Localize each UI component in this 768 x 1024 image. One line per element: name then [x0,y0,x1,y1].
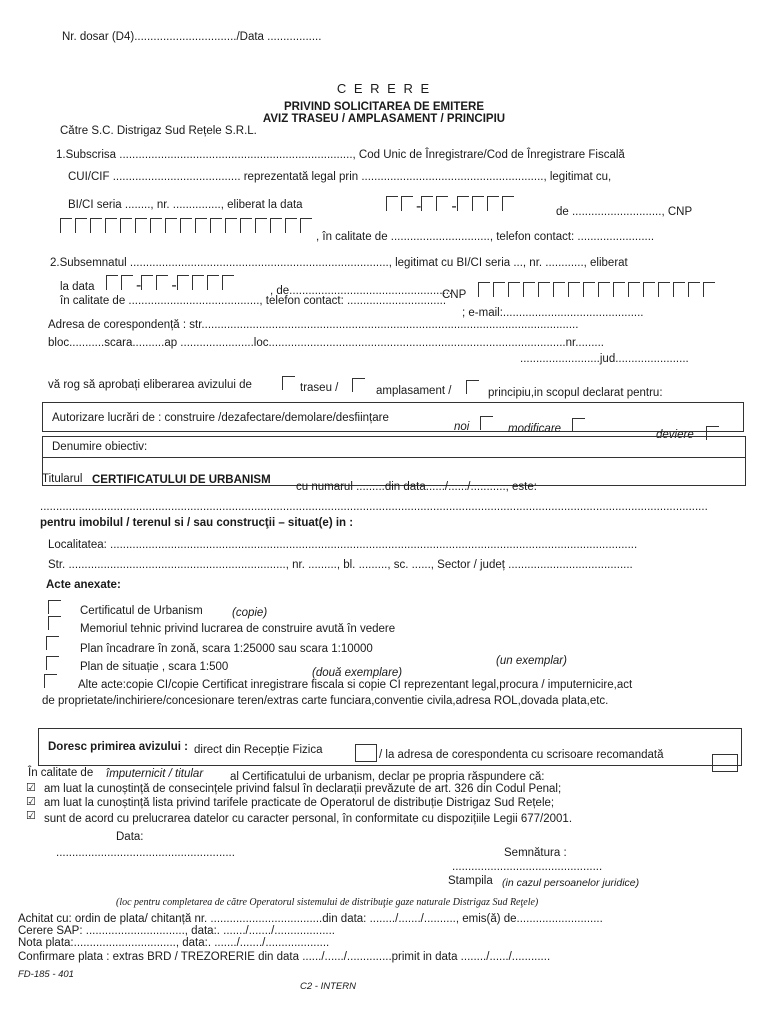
traseu-checkbox[interactable] [282,376,295,390]
modificare-label: modificare [508,423,562,435]
decl-1: am luat la cunoștință de consecințele privind falsul în declarații prevăzute de art. 326 din Codul Penal; [44,783,562,795]
anexa-plan-situatie-checkbox[interactable] [46,656,59,670]
s2-date-boxes[interactable]: - - [106,275,237,293]
principiu-label: principiu,in scopul declarat pentru: [488,387,663,399]
anexa-cu-checkbox[interactable] [48,600,61,614]
localitatea: Localitatea: ..................................................................................................................................................................... [48,539,638,551]
decl-intro-c: al Certificatului de urbanism, declar pe propria răspundere că: [230,771,545,783]
titular-label: Titularul [42,473,83,485]
operator-note: (loc pentru completarea de către Operatorul sistemului de distribuţie gaze naturale Distrigaz Sud Reţele) [116,897,539,908]
s2-jud: .........................jud....................... [520,353,689,365]
decl-3: sunt de acord cu prelucrarea datelor cu caracter personal, în conformitate cu dispozițiile Legii 677/2001. [44,813,573,825]
anexa-cu: Certificatul de Urbanism [80,605,203,617]
achitat-line: Achitat cu: ordin de plata/ chitanță nr. ...................................din data: ......../......./.........., emis(ă) de........................... [18,913,603,925]
s2-bloc: bloc...........scara..........ap .......................loc.............................................................................................nr......... [48,337,604,349]
cu-label: CERTIFICATULUI DE URBANISM [92,474,271,486]
doresc-label: Doresc primirea avizului : [48,741,188,753]
anexa-alte-line1: Alte acte:copie CI/copie Certificat inregistrare fiscala si copie CI reprezentant legal,procura / imputernicire,act [78,679,633,691]
addressee: Către S.C. Distrigaz Sud Rețele S.R.L. [60,125,257,137]
form-subtitle-2: AVIZ TRASEU / AMPLASAMENT / PRINCIPIU [262,113,506,125]
posta-checkbox[interactable] [712,754,738,772]
anexa-alte-checkbox[interactable] [44,674,57,688]
s2-cnp-boxes[interactable] [478,282,718,300]
s2-address: Adresa de corespondență : str...................................................................................................................... [48,319,579,331]
s1-cnp-boxes[interactable] [60,218,315,236]
semnatura-dots[interactable]: ............................................... [452,861,603,873]
data-dots[interactable]: ........................................................ [56,847,235,859]
strada: Str. ...................................................................., nr. ........., bl. ........., sc. ......, Sector / județ ....................................... [48,559,633,571]
acte-anexate-label: Acte anexate: [46,579,121,591]
decl-check-2-icon[interactable]: ☑ [26,796,36,808]
principiu-checkbox[interactable] [466,380,479,394]
semnatura-label: Semnătura : [504,847,567,859]
cerere-sap-line: Cerere SAP: ..............................., data:. ......./......./................... [18,925,335,937]
amplasament-label: amplasament / [376,385,452,397]
noi-checkbox[interactable] [480,416,493,430]
anexa-plan-situatie: Plan de situație , scara 1:500 [80,661,229,673]
doresc-opt-receptie: direct din Recepție Fizica [194,744,323,756]
imobil-label: pentru imobilul / terenul si / sau construcţii – situat(e) in : [40,517,354,529]
form-subtitle-1: PRIVIND SOLICITAREA DE EMITERE [284,101,484,113]
anexa-alte-line2: de proprietate/inchiriere/concesionare teren/extras carte funciara,conventie civila,adresa ROL,dovada plata,etc. [42,695,609,707]
stampila-note: (in cazul persoanelor juridice) [502,877,640,889]
anexa-memoriu: Memoriul tehnic privind lucrarea de construire avută în vedere [80,623,396,635]
decl-check-3-icon[interactable]: ☑ [26,810,36,822]
anexa-plan-incadrare: Plan încadrare în zonă, scara 1:25000 sau scara 1:10000 [80,643,373,655]
s1-line1: 1.Subscrisa ........................................................................., Cod Unic de Înregistrare/Cod de Înregistrare Fiscală [56,149,625,161]
s1-line2: CUI/CIF ........................................ reprezentată legal prin ........................................................., legitimat cu, [68,171,612,183]
anexa-plan-incadrare-note: (un exemplar) [496,655,567,667]
anexa-plan-incadrare-checkbox[interactable] [46,636,59,650]
noi-label: noi [454,421,470,433]
s1-line3b: de ............................, CNP [556,206,693,218]
traseu-label: traseu / [300,382,339,394]
s2-line1: 2.Subsemnatul ................................................................................., legitimat cu BI/CI seria ..., nr. ............, eliberat [50,257,628,269]
s1-line4: , în calitate de ..............................., telefon contact: ........................ [316,231,655,243]
s2-line2b: , de................................................... [270,285,453,297]
s2-line3b: ; e-mail:............................................ [462,307,644,319]
decl-intro-b: împuternicit / titular [106,768,204,780]
s1-line3a: BI/CI seria ........, nr. ..............., eliberat la data [68,199,303,211]
s2-date-label: la data [60,281,95,293]
denumire-header [42,436,746,458]
anexa-plan-situatie-note: (două exemplare) [312,667,403,679]
nota-plata-line: Nota plata:................................, data:. ......./......./.................... [18,937,330,949]
form-title: C E R E R E [336,81,432,96]
stampila-label: Stampila [448,875,493,887]
s1-date-boxes[interactable]: - - [386,196,517,214]
confirmare-plata-line: Confirmare plata : extras BRD / TREZORERIE din data ....../....../..............primit in data ......../....../............ [18,951,551,963]
s2-cnp-label: CNP [442,289,467,301]
form-code: FD-185 - 401 [18,969,74,980]
doresc-opt-posta: / la adresa de corespondenta cu scrisoare recomandată [379,749,664,761]
classification-label: C2 - INTERN [300,981,356,992]
denumire-label[interactable]: Denumire obiectiv: [52,441,148,453]
cu-dots: ................................................................................................................................................................................................................. [40,501,708,513]
s2-line3a: în calitate de ........................................., telefon contact: ............................... [60,295,447,307]
decl-check-1-icon[interactable]: ☑ [26,782,36,794]
decl-2: am luat la cunoștință lista privind tarifele practicate de Operatorul de distribuție Distrigaz Sud Rețele; [44,797,555,809]
receptie-checkbox[interactable] [355,744,377,762]
cu-line: cu numarul .........din data....../....../..........., este: [296,481,537,493]
amplasament-checkbox[interactable] [352,378,365,392]
request-prefix: vă rog să aprobați eliberarea avizului de [48,379,252,391]
data-label: Data: [116,831,144,843]
anexa-cu-note: (copie) [232,607,268,619]
deviere-label: deviere [656,429,694,441]
anexa-memoriu-checkbox[interactable] [48,616,61,630]
dosar-line: Nr. dosar (D4)................................/Data ................. [62,31,322,43]
autorizare-label: Autorizare lucrări de : construire /dezafectare/demolare/desființare [52,412,389,424]
modificare-checkbox[interactable] [572,418,585,432]
decl-intro-a: În calitate de [28,767,94,779]
